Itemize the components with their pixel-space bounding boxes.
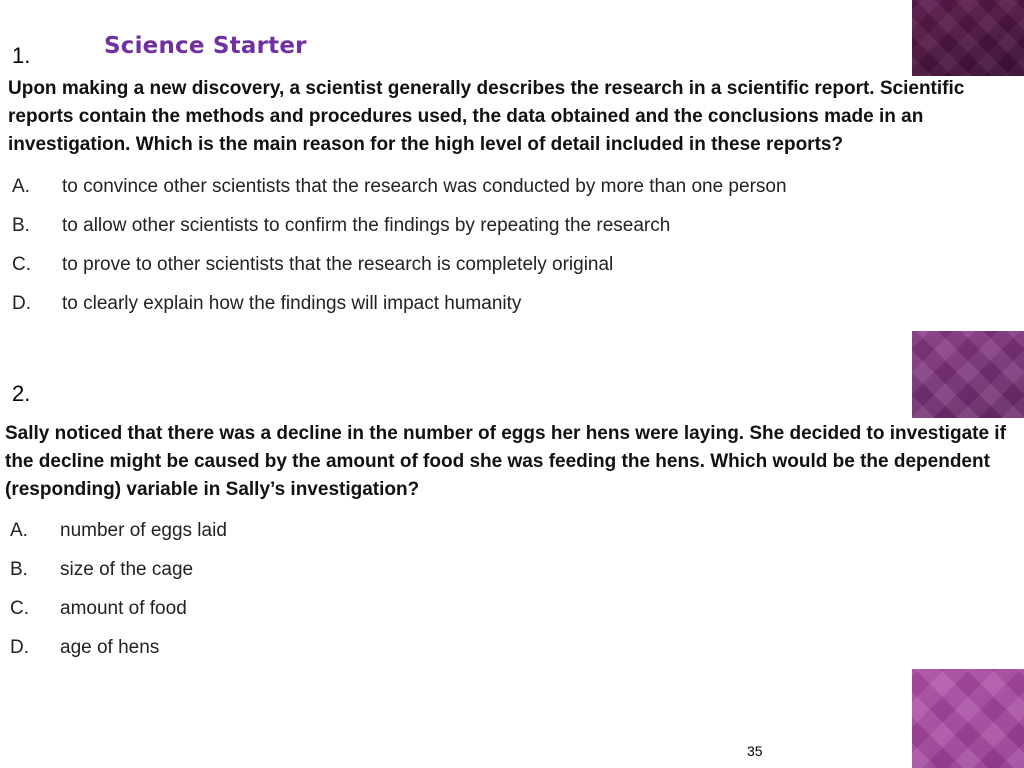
option-letter: B. — [12, 215, 30, 236]
option-letter: B. — [10, 559, 28, 580]
decorative-block-top — [912, 0, 1024, 76]
page-number: 35 — [747, 743, 763, 759]
question-2-option-c[interactable] — [10, 598, 610, 637]
option-text: number of eggs laid — [60, 520, 227, 541]
question-2-option-d[interactable] — [10, 637, 610, 676]
question-2-option-b[interactable] — [10, 559, 610, 598]
question-2-options — [10, 520, 610, 676]
option-letter: C. — [10, 598, 29, 619]
question-1-number: 1. — [12, 43, 31, 68]
option-text: amount of food — [60, 598, 187, 619]
decorative-block-bottom — [912, 669, 1024, 768]
option-letter: D. — [12, 293, 31, 314]
option-letter: D. — [10, 637, 29, 658]
option-text: size of the cage — [60, 559, 194, 580]
question-2-text: Sally noticed that there was a decline in the number of eggs her hens were laying. She decided to investigate if the decline might be caused by the amount of food she was feeding the hens. Which would be the dependent (responding) variable in Sally’s investigation? — [5, 423, 1006, 500]
option-text: age of hens — [60, 637, 160, 658]
option-text: to prove to other scientists that the research is completely original — [62, 254, 614, 275]
slide-title: Science Starter — [104, 33, 307, 59]
question-1-option-c[interactable] — [12, 254, 912, 293]
question-1-option-b[interactable] — [12, 215, 912, 254]
question-1-text: Upon making a new discovery, a scientist generally describes the research in a scientific report. Scientific reports contain the methods and procedures used, the data obtained and the conclusions made in an investigation. Which is the main reason for the high level of detail included in these reports? — [8, 78, 965, 155]
question-1-option-a[interactable] — [12, 176, 912, 215]
option-text: to convince other scientists that the research was conducted by more than one person — [62, 176, 787, 197]
decorative-block-middle — [912, 331, 1024, 418]
question-2-option-a[interactable] — [10, 520, 610, 559]
question-2-number: 2. — [12, 381, 31, 406]
option-text: to allow other scientists to confirm the findings by repeating the research — [62, 215, 671, 236]
option-text: to clearly explain how the findings will impact humanity — [62, 293, 522, 314]
option-letter: C. — [12, 254, 31, 275]
option-letter: A. — [12, 176, 30, 197]
question-1-options — [12, 176, 912, 332]
question-1-option-d[interactable] — [12, 293, 912, 332]
option-letter: A. — [10, 520, 28, 541]
